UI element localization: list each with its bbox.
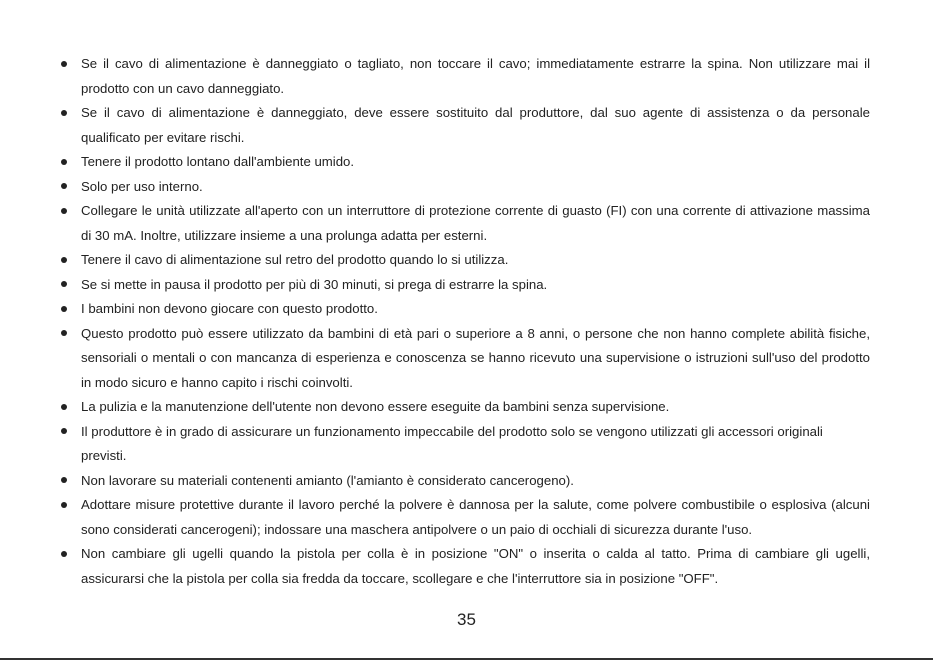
- list-item-text: Tenere il prodotto lontano dall'ambiente umido.: [81, 154, 355, 169]
- list-item-text: Collegare le unità utilizzate all'aperto con un interruttore di protezione corrente di guasto (FI) con una corrente di attivazione massima di 30 mA. Inoltre, utilizzare insieme a una prolunga adatta per esterni.: [81, 203, 870, 243]
- list-item-text: Se il cavo di alimentazione è danneggiato, deve essere sostituito dal produttore, dal suo agente di assistenza o da personale qualificato per evitare rischi.: [81, 105, 870, 145]
- list-item: [60, 101, 870, 150]
- safety-instructions-list: [60, 52, 870, 591]
- list-item-text: I bambini non devono giocare con questo prodotto.: [81, 301, 378, 316]
- list-item: [60, 52, 870, 101]
- list-item: [60, 542, 870, 591]
- bullet-icon: [61, 208, 67, 214]
- list-item: [60, 248, 870, 273]
- list-item-text: Tenere il cavo di alimentazione sul retro del prodotto quando lo si utilizza.: [81, 252, 509, 267]
- list-item-text: Solo per uso interno.: [81, 178, 203, 194]
- bullet-icon: [61, 183, 67, 189]
- bullet-icon: [61, 306, 67, 312]
- list-item-text: Questo prodotto può essere utilizzato da bambini di età pari o superiore a 8 anni, o persone che non hanno complete abilità fisiche, sensoriali o mentali o con mancanza di esperienza e conoscenza se hanno ricevuto una supervisione o istruzioni sull'uso del prodotto in modo sicuro e hanno capito i rischi coinvolti.: [81, 325, 870, 390]
- list-item-text: Se si mette in pausa il prodotto per più di 30 minuti, si prega di estrarre la spina.: [81, 276, 548, 292]
- bullet-icon: [61, 159, 67, 165]
- list-item: [60, 420, 870, 469]
- bullet-icon: [61, 551, 67, 557]
- list-item: [60, 322, 870, 396]
- list-item-text: La pulizia e la manutenzione dell'utente non devono essere eseguite da bambini senza supervisione.: [81, 399, 670, 414]
- list-item-text: Il produttore è in grado di assicurare un funzionamento impeccabile del prodotto solo se vengono utilizzati gli accessori originali previsti.: [81, 423, 823, 463]
- list-item: [60, 469, 870, 494]
- bullet-icon: [61, 257, 67, 263]
- list-item-text: Se il cavo di alimentazione è danneggiato o tagliato, non toccare il cavo; immediatamente estrarre la spina. Non utilizzare mai il prodotto con un cavo danneggiato.: [81, 56, 870, 96]
- bottom-rule: [0, 658, 933, 660]
- bullet-icon: [61, 502, 67, 508]
- list-item: [60, 175, 870, 200]
- bullet-icon: [61, 281, 67, 287]
- list-item: [60, 150, 870, 175]
- list-item: [60, 297, 870, 322]
- list-item-text: Non lavorare su materiali contenenti amianto (l'amianto è considerato cancerogeno).: [81, 472, 574, 488]
- list-item-text: Non cambiare gli ugelli quando la pistola per colla è in posizione "ON" o inserita o calda al tatto. Prima di cambiare gli ugelli, assicurarsi che la pistola per colla sia fredda da toccare, scollegare e che l'interruttore sia in posizione "OFF".: [81, 546, 870, 586]
- list-item: [60, 395, 870, 420]
- list-item-text: Adottare misure protettive durante il lavoro perché la polvere è dannosa per la salute, come polvere combustibile o esplosiva (alcuni sono considerati cancerogeni); indossare una maschera antipolvere o un paio di occhiali di sicurezza durante l'uso.: [81, 497, 870, 537]
- bullet-icon: [61, 428, 67, 434]
- bullet-icon: [61, 477, 67, 483]
- page-number: 35: [457, 610, 476, 629]
- list-item: [60, 199, 870, 248]
- bullet-icon: [61, 61, 67, 67]
- bullet-icon: [61, 330, 67, 336]
- list-item: [60, 493, 870, 542]
- bullet-icon: [61, 110, 67, 116]
- list-item: [60, 273, 870, 298]
- bullet-icon: [61, 404, 67, 410]
